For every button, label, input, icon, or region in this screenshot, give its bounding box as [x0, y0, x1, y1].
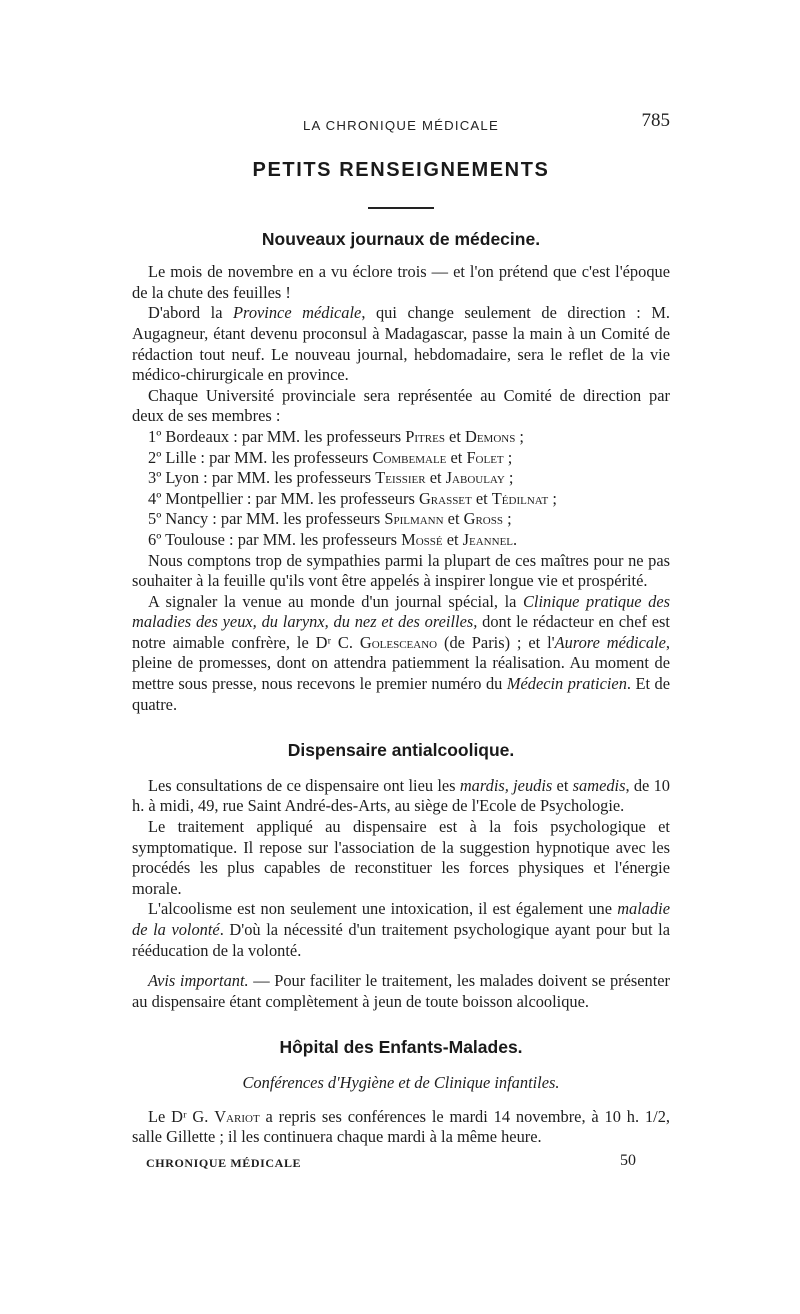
paragraph: Le Dʳ G. Variot a repris ses conférences le mardi 14 novembre, à 10 h. 1/2, salle Gillette ; il les continuera chaque mardi à la même heure. [132, 1106, 670, 1147]
paragraph: Le traitement appliqué au dispensaire est à la fois psychologique et symptomatique. Il repose sur l'association de la suggestion hypnotique avec les procédés les plus capables de reconstituer les forces physiques et l'énergie morale. [132, 817, 670, 898]
paragraph: D'abord la Province médicale, qui change seulement de direction : M. Augagneur, étant devenu proconsul à Madagascar, passe la main à un Comité de rédaction tout neuf. Le nouveau journal, hebdomadaire, sera le reflet de la vie médico-chirurgicale en province. [132, 303, 671, 385]
list-item: 6º Toulouse : par MM. les professeurs Mossé et Jeannel. [148, 529, 518, 549]
paragraph: Les consultations de ce dispensaire ont lieu les mardis, jeudis et samedis, de 10 h. à midi, 49, rue Saint André-des-Arts, au siège de l'Ecole de Psychologie. [132, 775, 670, 816]
page-title: PETITS RENSEIGNEMENTS [252, 159, 550, 181]
paragraph: A signaler la venue au monde d'un journal spécial, la Clinique pratique des maladies des yeux, du larynx, du nez et des oreilles, dont le rédacteur en chef est notre aimable confrère, le Dʳ C. Golesceano (de Paris) ; et l'Aurore médicale, pleine de promesses, dont on attendra patiemment la réalisation. Au moment de mettre sous presse, nous recevons le premier numéro du Médecin praticien. Et de quatre. [132, 591, 671, 714]
running-title: LA CHRONIQUE MÉDICALE [303, 118, 499, 133]
paragraph-notice: Avis important. — Pour faciliter le traitement, les malades doivent se présenter au dispensaire étant complètement à jeun de toute boisson alcoolique. [132, 971, 671, 1011]
paragraph: Le mois de novembre en a vu éclore trois — et l'on prétend que c'est l'époque de la chute des feuilles ! [132, 262, 670, 302]
section-heading-journaux: Nouveaux journaux de médecine. [261, 228, 541, 249]
footer-sheet-number: 50 [620, 1151, 636, 1169]
paragraph: L'alcoolisme est non seulement une intoxication, il est également une maladie de la volonté. D'où la nécessité d'un traitement psychologique ayant pour but la rééducation de la volonté. [132, 899, 670, 960]
title-rule [368, 207, 434, 209]
committee-list [132, 427, 670, 551]
running-header [132, 108, 670, 134]
list-item: 4º Montpellier : par MM. les professeurs Grasset et Tédilnat ; [148, 488, 557, 508]
list-item: 1º Bordeaux : par MM. les professeurs Pitres et Demons ; [148, 426, 524, 446]
section-heading-dispensaire: Dispensaire antialcoolique. [287, 740, 515, 761]
page-footer [132, 1151, 670, 1173]
list-item: 2º Lille : par MM. les professeurs Combemale et Folet ; [148, 447, 513, 467]
paragraph: Nous comptons trop de sympathies parmi la plupart de ces maîtres pour ne pas souhaiter à la feuille qu'ils vont être appelés à inspirer longue vie et prospérité. [132, 550, 670, 591]
list-item: 5º Nancy : par MM. les professeurs Spilmann et Gross ; [148, 509, 512, 529]
list-item: 3º Lyon : par MM. les professeurs Teissier et Jaboulay ; [148, 468, 514, 488]
paragraph: Chaque Université provinciale sera représentée au Comité de direction par deux de ses membres : [132, 385, 670, 426]
section-heading-hopital: Hôpital des Enfants-Malades. [279, 1037, 523, 1058]
section-subtitle: Conférences d'Hygiène et de Clinique infantiles. [242, 1072, 560, 1092]
footer-signature: CHRONIQUE MÉDICALE [146, 1155, 302, 1170]
page-number: 785 [641, 110, 670, 131]
document-page [132, 108, 670, 1173]
